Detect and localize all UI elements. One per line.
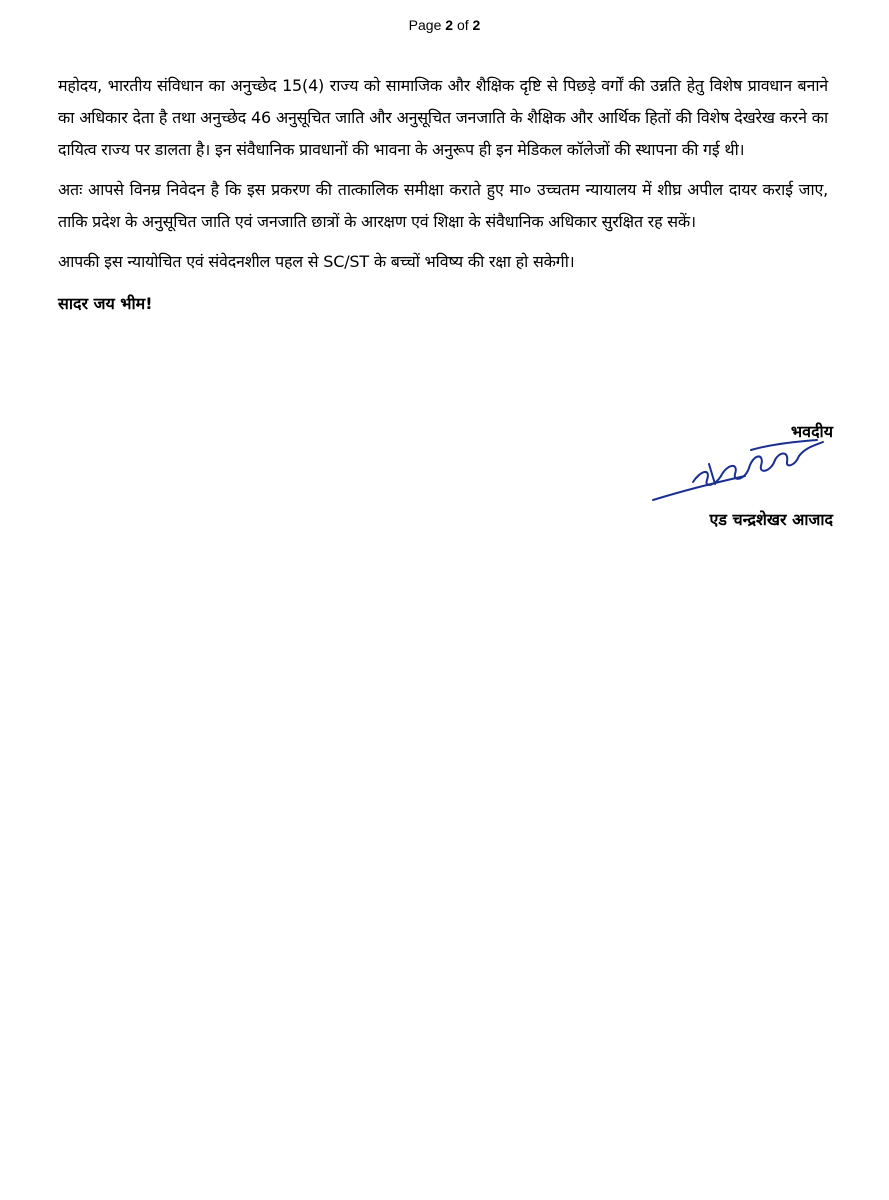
closing-salutation: सादर जय भीम! (58, 294, 153, 313)
paragraph-closing-remark: आपकी इस न्यायोचित एवं संवेदनशील पहल से SC/ST के बच्चों भविष्य की रक्षा हो सकेगी। (58, 252, 575, 271)
valediction: भवदीय (790, 422, 833, 441)
letter-body (58, 70, 828, 320)
signature-block (593, 420, 833, 540)
paragraph-constitutional-provisions: महोदय, भारतीय संविधान का अनुच्छेद 15(4) राज्य को सामाजिक और शैक्षिक दृष्टि से पिछड़े वर्गों की उन्नति हेतु विशेष प्रावधान बनाने का अधिकार देता है तथा अनुच्छेद 46 अनुसूचित जाति और अनुसूचित जनजाति के शैक्षिक और आर्थिक हितों की विशेष देखरेख करने का दायित्व राज्य पर डालता है। इन संवैधानिक प्रावधानों की भावना के अनुरूप ही इन मेडिकल कॉलेजों की स्थापना की गई थी। (58, 76, 828, 159)
page-label: Page (408, 17, 442, 33)
page-of-label: of (456, 17, 469, 33)
page-number-header (0, 17, 889, 33)
handwritten-signature-image (649, 438, 829, 508)
paragraph-appeal-request: अतः आपसे विनम्र निवेदन है कि इस प्रकरण की तात्कालिक समीक्षा कराते हुए मा० उच्चतम न्यायालय में शीघ्र अपील दायर कराई जाए, ताकि प्रदेश के अनुसूचित जाति एवं जनजाति छात्रों के आरक्षण एवं शिक्षा के संवैधानिक अधिकार सुरक्षित रह सकें। (58, 180, 828, 231)
signer-name: एड चन्द्रशेखर आजाद (709, 510, 833, 529)
current-page-number: 2 (445, 17, 454, 33)
total-page-number: 2 (472, 17, 481, 33)
